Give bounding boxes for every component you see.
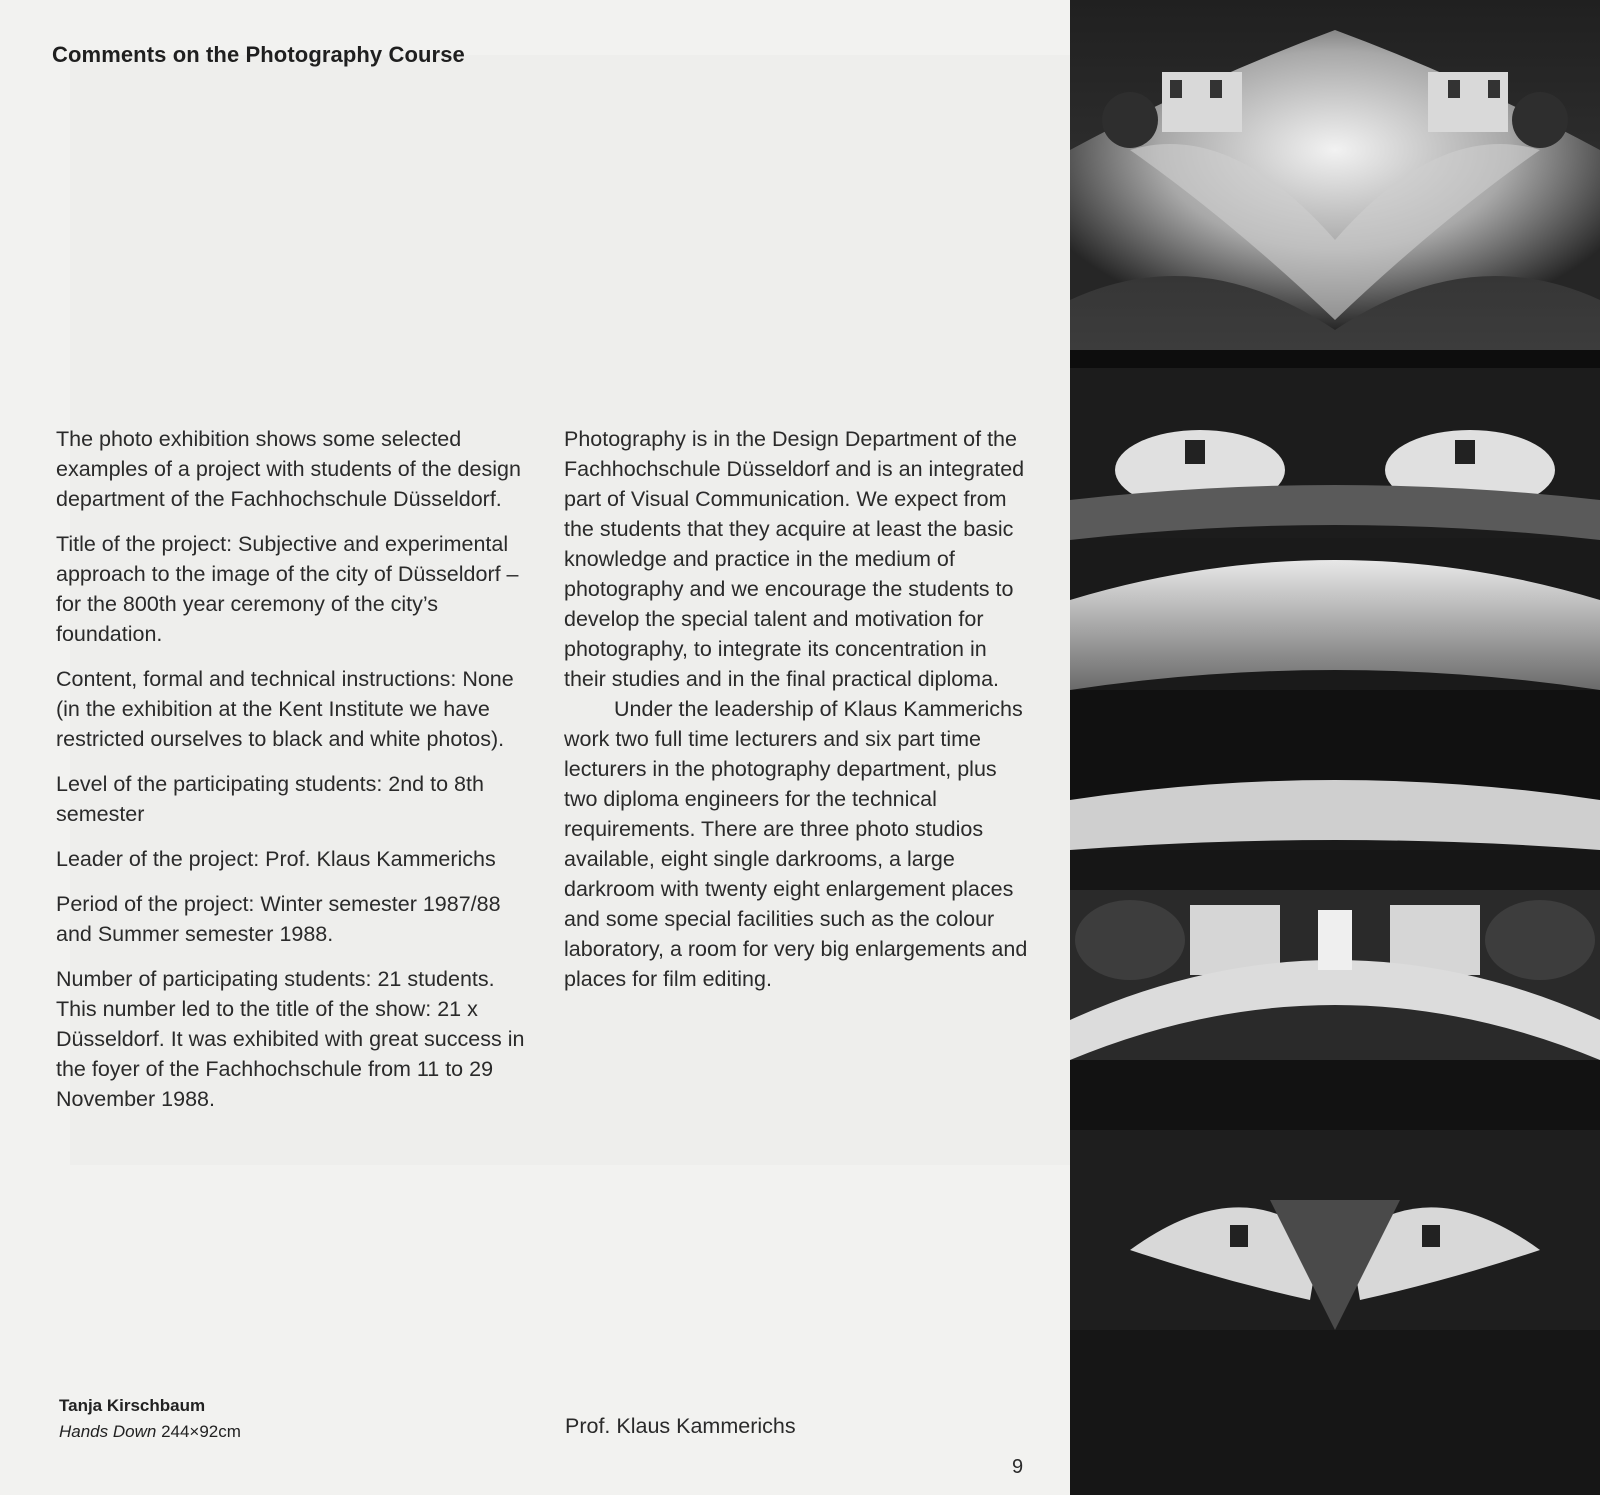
caption-artist: Tanja Kirschbaum [59,1396,206,1415]
paragraph: Title of the project: Subjective and experimental approach to the image of the city of Düsseldorf – for the 800th year ceremony of the city’s foundation. [56,532,519,646]
caption-dimensions: 244×92cm [161,1422,241,1441]
paragraph: Number of participating students: 21 students. This number led to the title of the show: 21 x Düsseldorf. It was exhibited with great success in the foyer of the Fachhochschule from 11 to 29 November 1988. [56,967,525,1111]
paragraph: Level of the participating students: 2nd to 8th semester [56,772,484,826]
photo-caption [59,1393,241,1445]
paragraph: Period of the project: Winter semester 1987/88 and Summer semester 1988. [56,892,501,946]
paragraph: Leader of the project: Prof. Klaus Kammerichs [56,847,496,871]
paragraph: Photography is in the Design Department of the Fachhochschule Düsseldorf and is an integrated part of Visual Communication. We expect from the students that they acquire at least the basic knowledge and practice in the medium of photography and we encourage the students to develop the special talent and motivation for photography, to integrate its concentration in their studies and in the final practical diploma. [564,427,1025,691]
page-title: Comments on the Photography Course [52,42,465,67]
page-number: 9 [1012,1456,1024,1478]
author-signature: Prof. Klaus Kammerichs [565,1414,796,1438]
photograph-icon [1070,0,1600,1495]
paragraph: Content, formal and technical instructions: None (in the exhibition at the Kent Institute we have restricted ourselves to black and white photos). [56,667,514,751]
paragraph: The photo exhibition shows some selected examples of a project with students of the design department of the Fachhochschule Düsseldorf. [56,427,521,511]
left-column [56,424,526,1129]
right-column [564,424,1034,994]
paragraph: Under the leadership of Klaus Kammerichs work two full time lecturers and six part time lecturers in the photography department, plus two diploma engineers for the technical requirements. There are three photo studios available, eight single darkrooms, a large darkroom with twenty eight enlargement places and some special facilities such as the colour laboratory, a room for very big enlargements and places for film editing. [564,697,1028,991]
caption-work-title: Hands Down [59,1422,157,1441]
